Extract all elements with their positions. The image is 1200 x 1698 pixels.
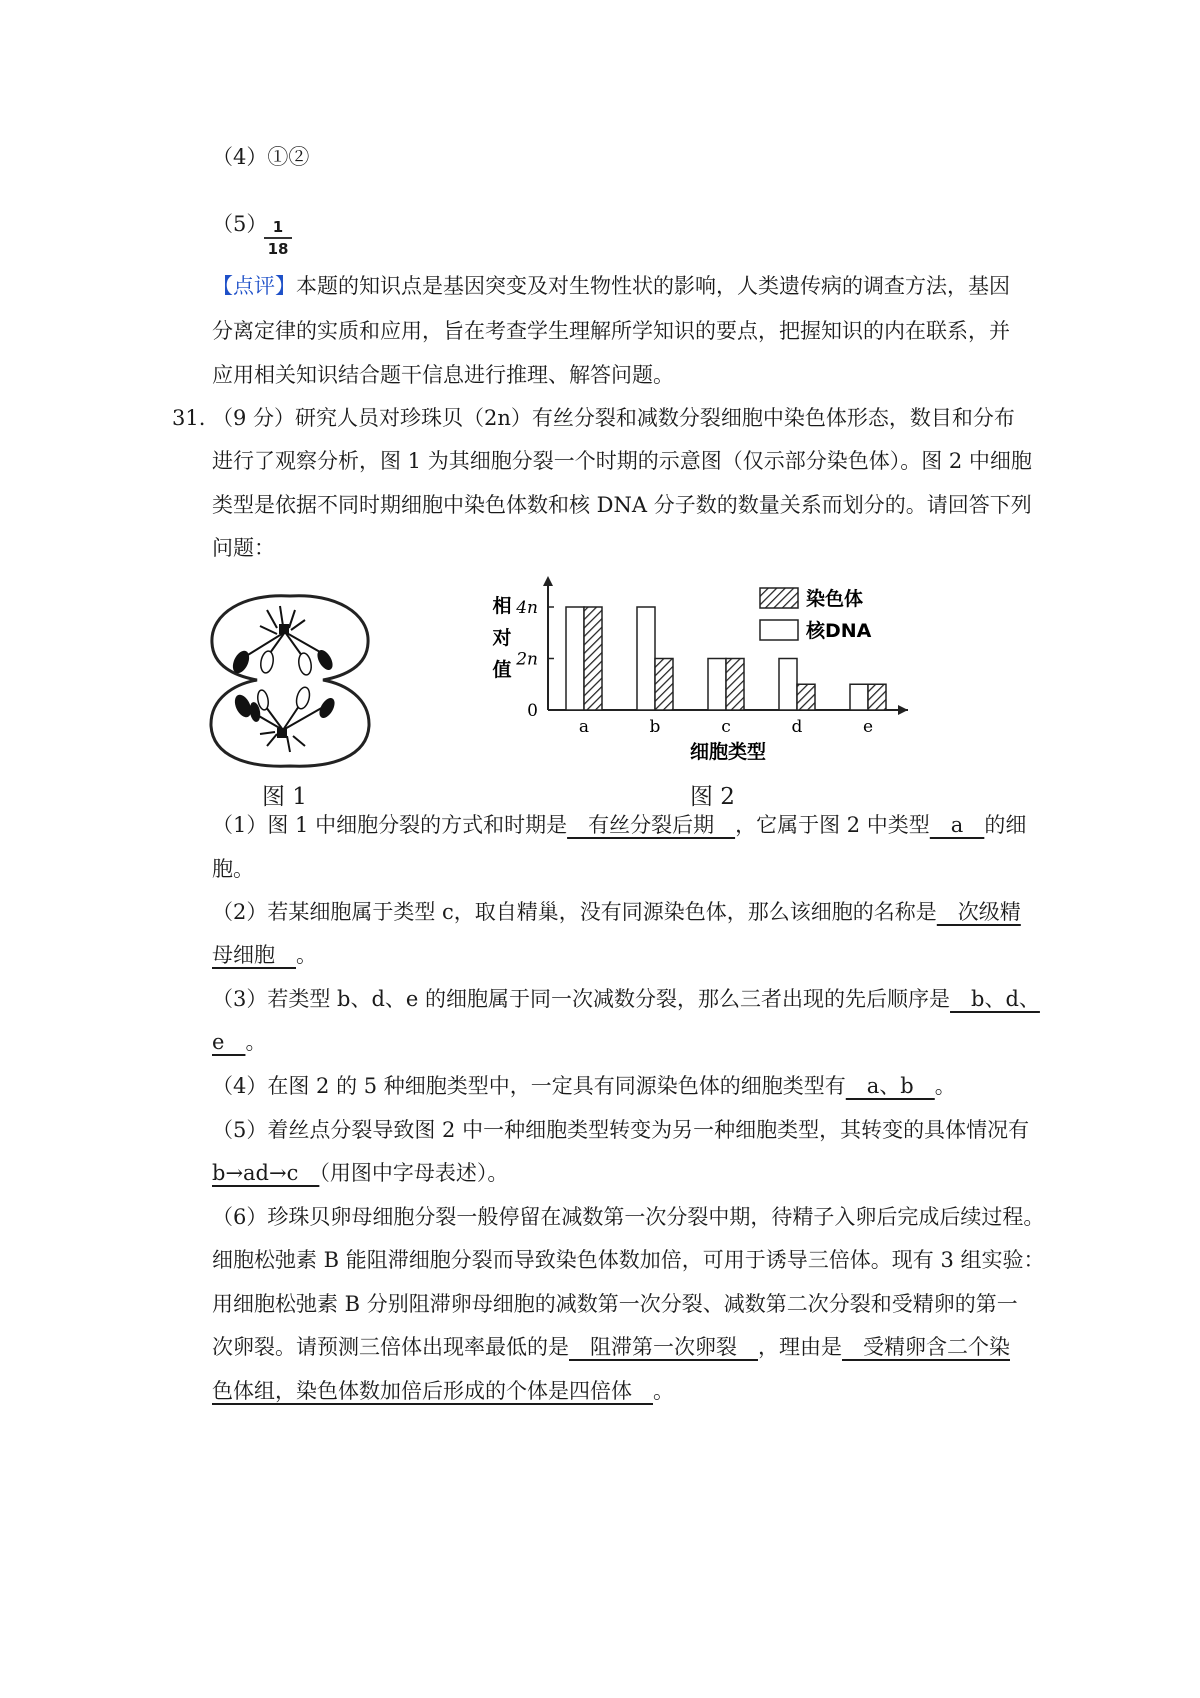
y-tick-label: 2n [516,649,538,670]
legend-label-chromosome: 染色体 [806,588,864,610]
subq-6-answer-1: 阻滞第一次卵裂 [569,1335,758,1359]
comment-tag: 【点评】 [212,274,296,298]
subq-1-line-2: 胞。 [212,857,254,881]
y-tick-label: 4n [516,598,538,618]
legend-swatch-dna [760,620,798,640]
subq-3-text: （3）若类型 b、d、e 的细胞属于同一次减数分裂，那么三者出现的先后顺序是 [212,987,951,1011]
legend-label-dna: 核DNA [806,620,872,642]
comment-text-1: 本题的知识点是基因突变及对生物性状的影响，人类遗传病的调查方法，基因 [296,274,1010,298]
question-stem-3: 类型是依据不同时期细胞中染色体数和核 DNA 分子数的数量关系而划分的。请回答下列 [212,493,1032,517]
question-stem-1: （9 分）研究人员对珍珠贝（2n）有丝分裂和减数分裂细胞中染色体形态，数目和分布 [212,406,1015,430]
subq-6-line-5 [212,1376,1032,1406]
answer-item-5-label: （5） [212,212,268,236]
subq-4-text: （4）在图 2 的 5 种细胞类型中，一定具有同源染色体的细胞类型有 [212,1074,846,1098]
subq-6-text-a: 次卵裂。请预测三倍体出现率最低的是 [212,1335,569,1359]
fraction-denominator: 18 [267,240,289,258]
subq-1-text-a: （1）图 1 中细胞分裂的方式和时期是 [212,813,568,837]
y-axis-label-char: 对 [492,627,512,649]
figure-1-caption: 图 1 [262,784,307,810]
figure-2-bar-chart [478,572,938,772]
x-tick-label: c [721,717,731,737]
question-stem-4: 问题： [212,536,275,560]
subq-6-end: 。 [653,1379,674,1403]
subq-4-answer: a、b [845,1074,935,1098]
subq-3-end: 。 [245,1030,267,1054]
answer-item-4: （4）①② [212,145,310,169]
figure-2-caption: 图 2 [690,784,735,810]
subq-1-text-b: ，它属于图 2 中类型 [735,813,930,837]
subq-4-line [212,1071,1032,1101]
question-number: 31. [172,406,206,430]
subq-6-line-1: （6）珍珠贝卵母细胞分裂一般停留在减数第一次分裂中期，待精子入卵后完成后续过程。 [212,1205,1045,1229]
subq-5-answer: b→ad→c [212,1161,320,1185]
bar-dna-b [637,607,655,710]
subq-2-answer-part-1: 次级精 [936,900,1021,924]
bar-dna-e [850,684,868,710]
subq-3-line-2 [212,1027,1032,1057]
subq-3-answer-part-2: e [212,1030,246,1054]
legend-swatch-chromosome [760,588,798,608]
subq-4-end: 。 [934,1074,956,1098]
x-tick-label: a [578,717,590,737]
fraction-bar [264,237,292,239]
comment-line-3: 应用相关知识结合题干信息进行推理、解答问题。 [212,363,674,387]
subq-5-text-b: （用图中字母表述）。 [319,1161,509,1185]
bar-dna-c [708,659,726,711]
y-axis-label-char: 相 [492,595,512,617]
subq-1-answer-1: 有丝分裂后期 [567,813,736,837]
subq-2-line-1 [212,897,1032,927]
y-axis-label-char: 值 [492,659,512,681]
comment-line-1 [212,271,1032,301]
bar-chromosome-b [655,659,673,711]
comment-line-2: 分离定律的实质和应用，旨在考查学生理解所学知识的要点，把握知识的内在联系，并 [212,319,1010,343]
subq-2-line-2 [212,940,1032,970]
bar-chromosome-c [726,659,744,711]
subq-1-answer-2: a [929,813,985,837]
x-axis-label: 细胞类型 [689,741,767,763]
x-tick-label: b [649,717,661,737]
subq-5-line-1: （5）着丝点分裂导致图 2 中一种细胞类型转变为另一种细胞类型，其转变的具体情况有 [212,1118,1030,1142]
bar-chromosome-a [584,607,602,710]
subq-6-line-4 [212,1332,1032,1362]
subq-6-line-2: 细胞松弛素 B 能阻滞细胞分裂而导致染色体数加倍，可用于诱导三倍体。现有 3 组实验： [212,1248,1045,1272]
bar-dna-d [779,659,797,711]
subq-3-line-1 [212,984,1040,1014]
bar-dna-a [566,607,584,710]
subq-1-line-1 [212,810,1032,840]
bar-chromosome-d [797,684,815,710]
fraction-numerator: 1 [272,218,284,236]
x-tick-label: d [791,717,803,737]
x-tick-label: e [862,717,874,737]
x-axis-arrow [898,705,908,715]
question-stem-2: 进行了观察分析，图 1 为其细胞分裂一个时期的示意图（仅示部分染色体）。图 2 中细胞 [212,449,1032,473]
y-tick-label: 0 [527,701,538,721]
subq-6-text-b: ，理由是 [758,1335,842,1359]
subq-6-answer-2-part-2: 色体组，染色体数加倍后形成的个体是四倍体 [212,1379,653,1403]
subq-6-line-3: 用细胞松弛素 B 分别阻滞卵母细胞的减数第一次分裂、减数第二次分裂和受精卵的第一 [212,1292,1018,1316]
fraction [264,218,292,258]
subq-2-answer-part-2: 母细胞 [212,943,296,967]
subq-3-answer-part-1: b、d、 [950,987,1040,1011]
subq-6-answer-2-part-1: 受精卵含二个染 [842,1335,1010,1359]
figure-1-cell-diagram [205,588,375,773]
subq-5-line-2 [212,1158,1032,1188]
subq-2-end: 。 [296,943,317,967]
y-axis-arrow [543,576,553,586]
bar-chromosome-e [868,684,886,710]
subq-2-text: （2）若某细胞属于类型 c，取自精巢，没有同源染色体，那么该细胞的名称是 [212,900,937,924]
subq-1-text-c: 的细 [984,813,1027,837]
